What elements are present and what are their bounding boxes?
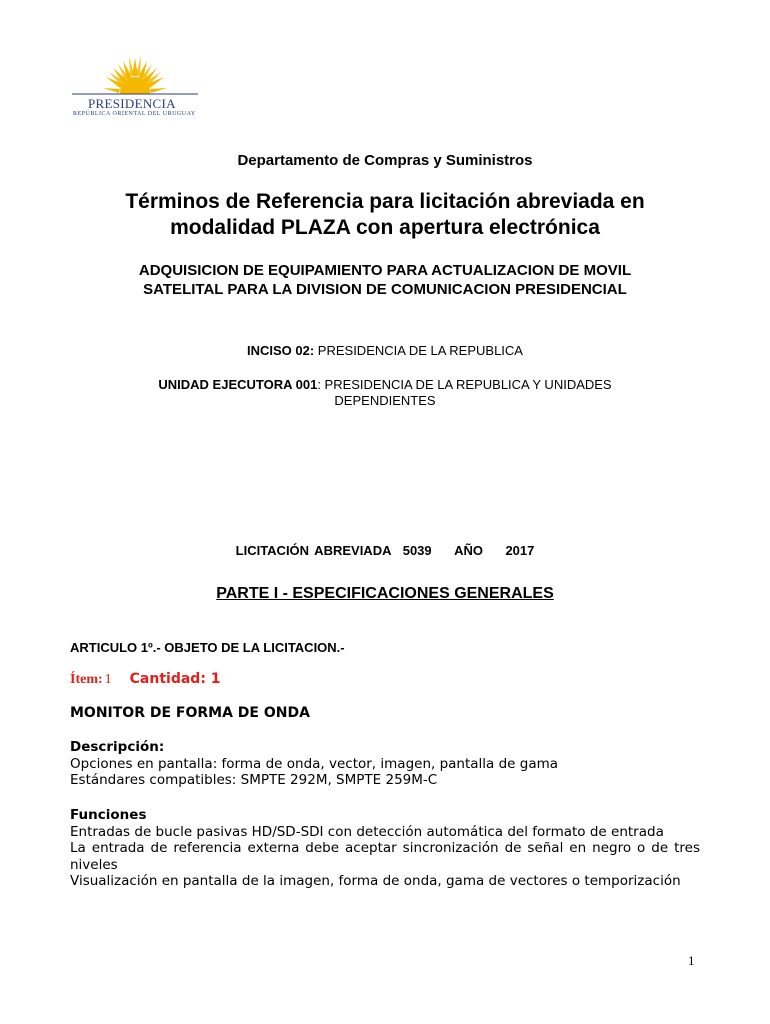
document-title (0, 189, 770, 241)
subtitle-line-1: ADQUISICION DE EQUIPAMIENTO PARA ACTUALIZACION DE MOVIL (138, 262, 632, 279)
unidad-value: : PRESIDENCIA DE LA REPUBLICA Y UNIDADES (317, 377, 612, 392)
page-number: 1 (688, 953, 695, 968)
unidad-label: UNIDAD EJECUTORA 001 (158, 377, 318, 392)
subtitle-line-2: SATELITAL PARA LA DIVISION DE COMUNICACION PRESIDENCIAL (143, 281, 627, 298)
funciones-item: La entrada de referencia externa debe aceptar sincronización de señal en negro o de tres niveles (70, 840, 700, 873)
item-label: Ítem: (70, 672, 103, 687)
inciso-value: PRESIDENCIA DE LA REPUBLICA (314, 343, 523, 358)
funciones-item: Visualización en pantalla de la imagen, forma de onda, gama de vectores o temporización (70, 873, 681, 889)
funciones-section (70, 807, 700, 890)
title-line-2: modalidad PLAZA con apertura electrónica (170, 216, 600, 239)
product-name: MONITOR DE FORMA DE ONDA (70, 705, 310, 721)
presidencia-logo (68, 50, 203, 125)
inciso-label: INCISO 02: (247, 343, 315, 358)
year-value: 2017 (505, 543, 535, 558)
logo-subtitle: REPÚBLICA ORIENTAL DEL URUGUAY (73, 111, 196, 117)
unidad-line-2: DEPENDIENTES (334, 393, 436, 408)
item-number: 1 (104, 672, 112, 687)
logo-name: PRESIDENCIA (88, 96, 176, 111)
year-label: AÑO (454, 543, 483, 558)
item-quantity: Cantidad: 1 (129, 671, 221, 687)
unidad-ejecutora (0, 377, 770, 409)
articulo-heading: ARTICULO 1º.- OBJETO DE LA LICITACION.- (70, 640, 345, 655)
funciones-heading: Funciones (70, 807, 147, 823)
licitacion-label: LICITACIÓN ABREVIADA (235, 543, 392, 558)
parte-heading: PARTE I - ESPECIFICACIONES GENERALES (216, 585, 554, 602)
sun-icon (68, 50, 203, 100)
descripcion-heading: Descripción: (70, 739, 165, 755)
department-heading: Departamento de Compras y Suministros (237, 152, 533, 169)
descripcion-section (70, 739, 700, 789)
unidad-line-1 (0, 377, 770, 393)
item-line (70, 670, 221, 688)
title-line-1: Términos de Referencia para licitación abreviada en (125, 190, 645, 213)
inciso-line (0, 343, 770, 358)
funciones-item: Entradas de bucle pasivas HD/SD-SDI con detección automática del formato de entrada (70, 823, 664, 840)
descripcion-line: Opciones en pantalla: forma de onda, vector, imagen, pantalla de gama (70, 755, 559, 772)
descripcion-line: Estándares compatibles: SMPTE 292M, SMPTE 259M-C (70, 772, 438, 788)
document-subtitle (0, 261, 770, 299)
licitacion-line (0, 543, 770, 558)
licitacion-number: 5039 (402, 543, 432, 558)
